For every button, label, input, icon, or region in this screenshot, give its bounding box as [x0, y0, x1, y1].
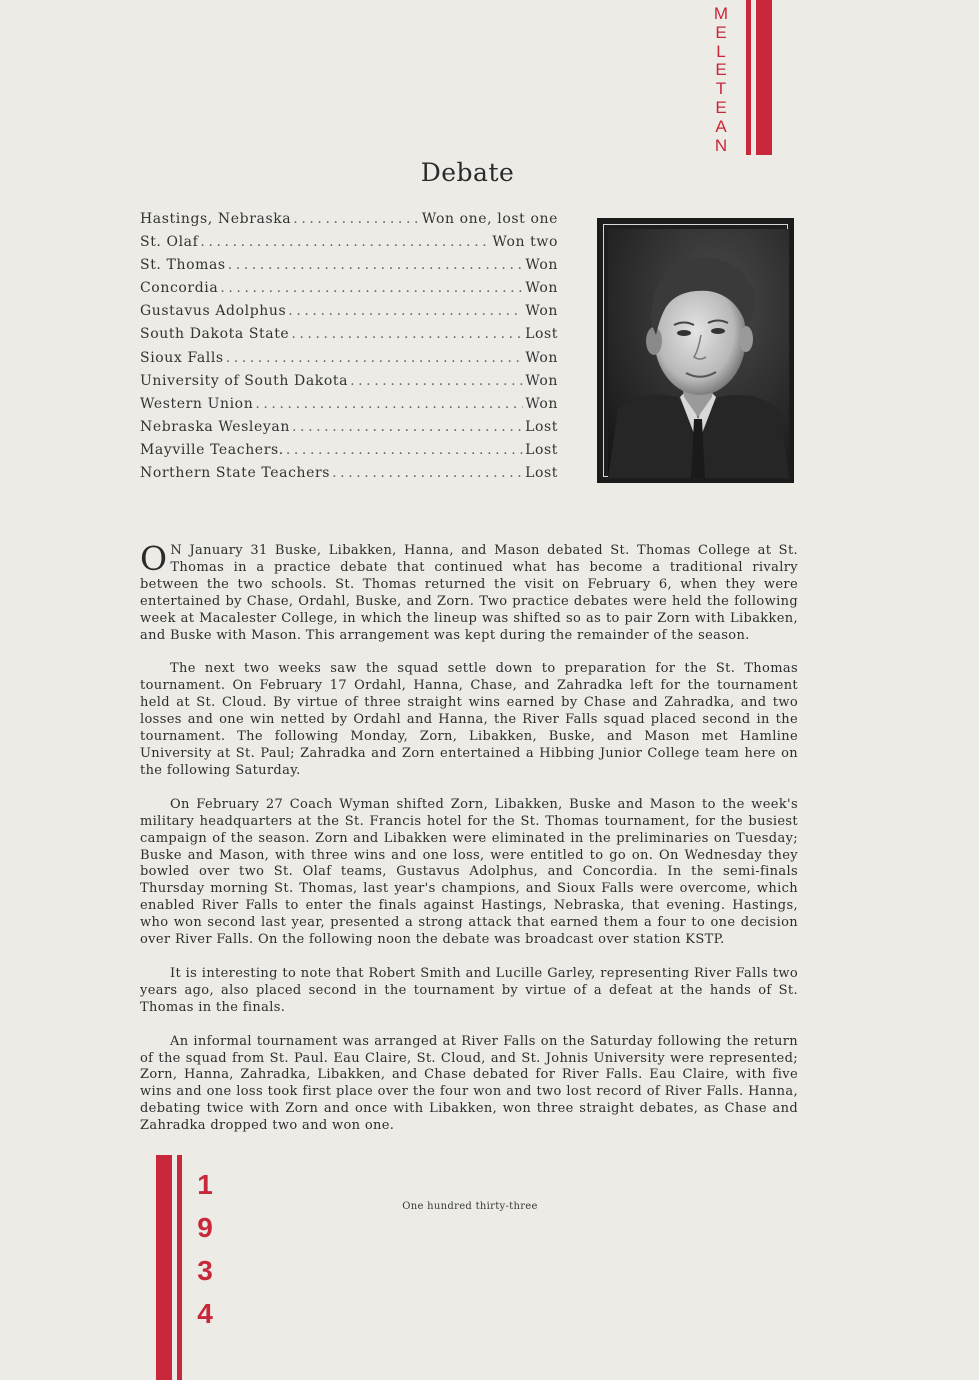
leader-dots [292, 416, 523, 439]
opponent: Concordia [140, 280, 219, 297]
opponent: University of South Dakota [140, 372, 349, 389]
top-red-bar-thick [756, 0, 772, 155]
page-title: Debate [420, 158, 515, 187]
meletean-letter: M [713, 4, 729, 23]
paragraph-text: N January 31 Buske, Libakken, Hanna, and Mason debated St. Thomas College at St. Thomas in a practice debate that continued what has become a traditional rivalry between the two schools. St. Thomas returned the visit on February 6, when they were entertained by Chase, Ordahl, Buske, and Zorn. Two practice debates were held the following week at Macalester College, in which the lineup was shifted so as to pair Zorn with Libakken, and Buske with Mason. This arrangement was kept during the remainder of the season. [140, 543, 798, 643]
result: Won [525, 257, 558, 274]
result: Won two [492, 234, 558, 251]
leader-dots [293, 208, 420, 231]
result-row [140, 439, 558, 462]
leader-dots [332, 462, 523, 485]
meletean-letter: L [716, 41, 726, 61]
leader-dots [350, 370, 523, 393]
meletean-letter: T [715, 79, 727, 99]
meletean-letter: A [715, 116, 727, 136]
result: Won [525, 303, 558, 320]
leader-dots [288, 300, 523, 323]
leader-dots [291, 323, 523, 346]
article-body [140, 539, 798, 1152]
result: Lost [525, 326, 558, 343]
opponent: Western Union [140, 395, 254, 412]
meletean-letter: E [715, 97, 727, 117]
opponent: St. Olaf [140, 234, 199, 251]
result: Lost [525, 441, 558, 458]
bottom-red-bar-thick [156, 1155, 172, 1380]
article-paragraph: The next two weeks saw the squad settle down to preparation for the St. Thomas tournament. On February 17 Ordahl, Hanna, Chase, and Zahradka left for the tournament held at St. Cloud. By virtue of three straight wins earned by Chase and Zahradka, and two losses and one win netted by Ordahl and Hanna, the River Falls squad placed second in the tournament. The following Monday, Zorn, Libakken, Buske, and Mason met Hamline University at St. Paul; Zahradka and Zorn entertained a Hibbing Junior College team here on the following Saturday. [140, 661, 798, 778]
leader-dots [286, 439, 523, 462]
meletean-letter: E [715, 60, 727, 80]
drop-cap: O [140, 539, 168, 578]
leader-dots [228, 254, 524, 277]
result-row [140, 208, 558, 231]
result-row [140, 323, 558, 346]
top-red-bar-thin [746, 0, 751, 155]
article-paragraph: It is interesting to note that Robert Smith and Lucille Garley, representing River Falls two years ago, also placed second in the tournament by virtue of a defeat at the hands of St. Thomas in the finals. [140, 965, 798, 1015]
opponent: St. Thomas [140, 257, 226, 274]
meletean-letter: E [715, 22, 727, 42]
leader-dots [255, 393, 523, 416]
leader-dots [200, 231, 490, 254]
result: Lost [525, 465, 558, 482]
opponent: South Dakota State [140, 326, 290, 343]
result-row [140, 462, 558, 485]
result-row [140, 393, 558, 416]
result-row [140, 347, 558, 370]
result: Won one, lost one [421, 211, 558, 227]
year-digit: 4 [197, 1298, 213, 1329]
meletean-vertical-title [708, 5, 734, 155]
result: Won [525, 349, 558, 366]
result-row [140, 370, 558, 393]
opponent: Sioux Falls [140, 349, 224, 366]
leader-dots [220, 277, 523, 300]
result: Won [525, 280, 558, 297]
meletean-letter: N [714, 135, 728, 155]
result: Lost [525, 418, 558, 435]
opponent: Hastings, Nebraska [140, 211, 292, 227]
result-row [140, 231, 558, 254]
results-list [140, 208, 558, 485]
year-digit: 3 [197, 1255, 213, 1286]
year-vertical [190, 1163, 220, 1335]
result: Won [525, 395, 558, 412]
opponent: Northern State Teachers [140, 465, 331, 482]
result-row [140, 254, 558, 277]
year-digit: 9 [197, 1212, 213, 1243]
year-digit: 1 [197, 1169, 213, 1200]
leader-dots [226, 347, 524, 370]
article-paragraph [140, 539, 798, 644]
page-number: One hundred thirty-three [402, 1201, 538, 1212]
portrait-photo [597, 218, 794, 483]
result: Won [525, 372, 558, 389]
result-row [140, 416, 558, 439]
opponent: Gustavus Adolphus [140, 303, 287, 320]
article-paragraph: An informal tournament was arranged at River Falls on the Saturday following the return of the squad from St. Paul. Eau Claire, St. Cloud, and St. Johnis University were represented; Zorn, Hanna, Zahradka, Libakken, and Chase debated for River Falls. Eau Claire, with five wins and one loss took first place over the four won and two lost record of River Falls. Hanna, debating twice with Zorn and once with Libakken, won three straight debates, as Chase and Zahradka dropped two and won one. [140, 1033, 798, 1134]
portrait-image [608, 229, 789, 478]
result-row [140, 300, 558, 323]
opponent: Mayville Teachers. [140, 441, 284, 458]
opponent: Nebraska Wesleyan [140, 418, 290, 435]
bottom-red-bar-thin [177, 1155, 182, 1380]
result-row [140, 277, 558, 300]
article-paragraph: On February 27 Coach Wyman shifted Zorn, Libakken, Buske and Mason to the week's military headquarters at the St. Francis hotel for the St. Thomas tournament, for the busiest campaign of the season. Zorn and Libakken were eliminated in the preliminaries on Tuesday; Buske and Mason, with three wins and one loss, were entitled to go on. On Wednesday they bowled over two St. Olaf teams, Gustavus Adolphus, and Concordia. In the semi-finals Thursday morning St. Thomas, last year's champions, and Sioux Falls were overcome, which enabled River Falls to enter the finals against Hastings, Nebraska, that evening. Hastings, who won second last year, presented a strong attack that earned them a four to one decision over River Falls. On the following noon the debate was broadcast over station KSTP. [140, 796, 798, 948]
